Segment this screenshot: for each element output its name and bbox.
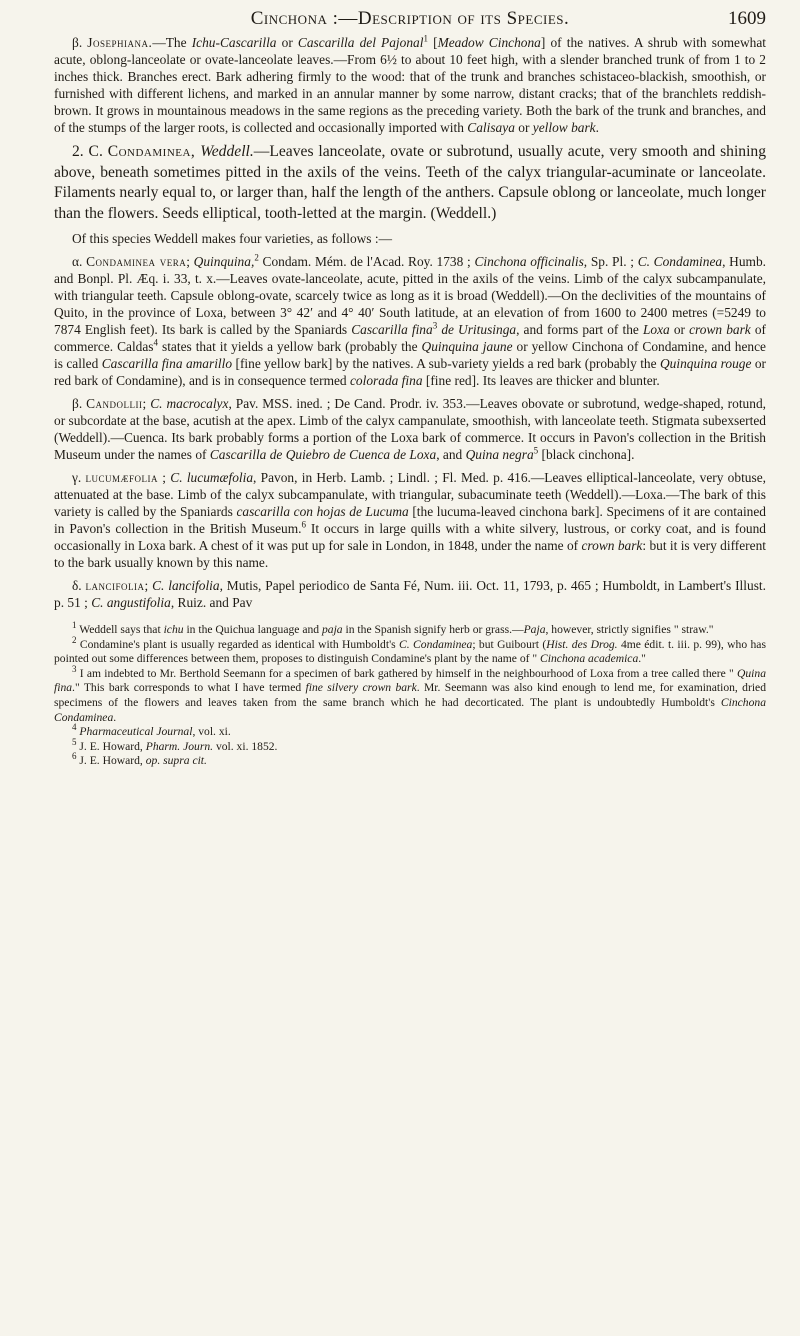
footnote-marker: 5 <box>72 736 77 747</box>
italic-text: Cinchona officinalis <box>474 254 584 269</box>
text-run: ] of the natives. A shrub with somewhat acute, oblong-lanceolate or ovate-lanceolate leaves.—From 6½ to about 10 feet high, with a slender branched trunk of from 1 to 2 inches thick. Branches erect. Bark adhering firmly to the wood: that of the trunk and branches schistaceo-blackish, smoothish, or furnished with different lichens, and marked in an annular manner by some narrow, distant cracks; that of the branchlets reddish-brown. It grows in mountainous meadows in the same regions as the preceding variety. Both the bark of the trunk and branches, and of the stumps of the larger roots, is collected and occasionally imported with <box>54 35 767 135</box>
italic-text: Quina negra <box>465 447 534 462</box>
italic-text: Pharmaceutical Journal <box>79 725 193 739</box>
text-run: , vol. xi. <box>192 725 231 739</box>
italic-text: cascarilla con hojas de Lucuma <box>236 504 409 519</box>
italic-text: fine silvery crown bark <box>305 681 417 695</box>
text-run: , Mutis, Papel periodico de Santa Fé, Num. iii. Oct. 11, 1793, p. 465 ; Humboldt, in Lambert's Illust. p. 51 ; <box>54 578 766 610</box>
text-run: lucumæfolia <box>85 470 159 485</box>
text-run: , however, strictly signifies " straw." <box>545 623 714 636</box>
paragraph <box>54 253 766 389</box>
italic-text: , <box>250 254 255 269</box>
text-run: ." This bark corresponds to what I have termed <box>72 681 306 695</box>
italic-text: Ichu-Cascarilla <box>191 35 277 50</box>
text-run: of commerce. Caldas <box>54 322 766 354</box>
text-run: [ <box>427 35 438 50</box>
text-run: Condamine's plant is usually regarded as identical with Humboldt's <box>76 637 400 651</box>
italic-text: op. supra cit. <box>145 754 207 768</box>
text-run: Candollii <box>86 396 143 411</box>
footnote-marker: 6 <box>301 519 306 530</box>
text-run: or <box>276 35 298 50</box>
main-text <box>54 34 766 611</box>
footnote <box>54 722 766 740</box>
footnote <box>54 620 766 638</box>
italic-text: ichu <box>163 623 184 636</box>
italic-text: Meadow Cinchona <box>437 35 541 50</box>
text-run: Condam. Mém. de l'Acad. Roy. 1738 ; <box>258 254 475 269</box>
italic-text: Cascarilla de Quiebro de Cuenca de Loxa <box>209 447 437 462</box>
text-run: lancifolia <box>85 578 145 593</box>
italic-text: colorada fina <box>349 373 423 388</box>
footnotes <box>54 620 766 769</box>
italic-text: crown bark <box>581 538 643 553</box>
italic-text: C. Condaminea <box>399 637 473 651</box>
italic-text: Pharm. Journ. <box>145 739 214 753</box>
footnote-marker: 5 <box>533 445 539 456</box>
paragraph <box>54 34 766 136</box>
footnote <box>54 751 766 769</box>
italic-text: paja <box>321 623 343 636</box>
text-run: γ. <box>72 470 86 485</box>
italic-text: Cascarilla fina amarillo <box>101 356 233 371</box>
paragraph <box>54 230 766 247</box>
footnote-marker: 4 <box>153 337 159 348</box>
text-run: , and forms part of the <box>516 322 643 337</box>
text-run: : but it is very different to the bark usually known by this name. <box>54 538 767 570</box>
italic-text: Quinquina rouge <box>659 356 752 371</box>
text-run: in the Spanish signify herb or grass.— <box>342 623 524 636</box>
text-run: ; <box>144 578 153 593</box>
italic-text: Loxa <box>642 322 670 337</box>
text-run: or <box>669 322 690 337</box>
page-number: 1609 <box>728 8 766 29</box>
text-run: [the lucuma-leaved cinchona bark]. Specimens of it are contained in Pavon's collection in the British Museum. <box>54 504 766 536</box>
italic-text: Cinchona Condaminea <box>54 695 766 724</box>
text-run: 2. C. <box>72 143 108 160</box>
italic-text: Paja <box>523 623 546 636</box>
text-run: α. <box>72 254 87 269</box>
text-run: [fine yellow bark] by the natives. A sub-variety yields a red bark (probably the <box>232 356 660 371</box>
text-run: Condaminea, <box>107 143 196 160</box>
text-run: Condaminea vera <box>86 254 187 269</box>
italic-text: C. Condaminea <box>637 254 723 269</box>
footnote-marker: 4 <box>72 722 77 733</box>
text-run: ; but Guibourt ( <box>472 637 547 651</box>
text-run: or red bark of Condamine), and is in consequence termed <box>54 356 767 388</box>
text-run: [black cinchona]. <box>538 447 635 462</box>
text-run: , Ruiz. and Pav <box>170 595 253 610</box>
text-run: . Mr. Seemann was also kind enough to lend me, for examination, dried specimens of the flowers and leaves taken from the same branch which he had decorticated. The plant is undoubtedly Humboldt's <box>54 681 766 709</box>
running-head <box>54 4 766 34</box>
text-run: β. <box>72 396 87 411</box>
italic-text: yellow bark <box>532 120 596 135</box>
italic-text: Quina fina <box>54 666 766 695</box>
text-run: J. E. Howard, <box>76 739 146 753</box>
running-title: Cinchona :—Description of its Species. <box>250 8 570 29</box>
italic-text: C. macrocalyx <box>150 396 229 411</box>
footnote-marker: 2 <box>254 252 259 263</box>
text-run: [fine red]. Its leaves are thicker and blunter. <box>422 373 660 388</box>
text-run: —The <box>152 35 192 50</box>
text-run: I am indebted to Mr. Berthold Seemann for a specimen of bark gathered by himself in the neighbourhood of Loxa from a tree called there " <box>76 666 738 680</box>
paragraph <box>54 577 766 611</box>
italic-text: crown bark <box>689 322 751 337</box>
italic-text: C. lucumæfolia <box>170 470 254 485</box>
italic-text: Calisaya <box>467 120 515 135</box>
italic-text: C. angustifolia <box>91 595 171 610</box>
footnote-marker: 6 <box>72 751 77 762</box>
italic-text: Cascarilla fina <box>351 322 433 337</box>
text-run: . <box>113 710 117 724</box>
text-run: ; <box>142 396 151 411</box>
italic-text: de Uritusinga <box>441 322 517 337</box>
footnote <box>54 736 766 755</box>
text-run: ; <box>186 254 194 269</box>
text-run: , and <box>436 447 466 462</box>
paragraph <box>54 142 766 224</box>
text-run: —Leaves lanceolate, ovate or subrotund, usually acute, very smooth and shining above, beneath sometimes pitted in the axils of the veins. Teeth of the calyx triangular-acuminate or lanceolate. Filaments nearly equal to, or larger than, half the length of the anthers. Capsule oblong or lanceolate, much longer than the flowers. Seeds elliptical, tooth-letted at the margin. (Weddell.) <box>54 143 767 222</box>
footnote <box>54 663 766 725</box>
paragraph <box>54 469 766 571</box>
footnote <box>54 634 766 667</box>
footnote-marker: 3 <box>72 663 77 674</box>
text-run: , Pavon, in Herb. Lamb. ; Lindl. ; Fl. Med. p. 416.—Leaves elliptical-lanceolate, very obtuse, attenuated at the base. Limb of the calyx subcampanulate, with triangular, subacuminate teeth (Weddell).—Loxa.—The bark of this variety is called by the Spaniards <box>54 470 766 519</box>
text-run: or <box>514 120 533 135</box>
footnote-marker: 3 <box>432 320 438 331</box>
text-run: Weddell says that <box>76 623 164 636</box>
italic-text: Hist. des Drog. <box>546 637 618 651</box>
text-run: or yellow Cinchona of Condamine, and hence is called <box>54 339 766 371</box>
italic-text: Cascarilla del Pajonal <box>297 35 424 50</box>
footnote-marker: 2 <box>72 634 77 645</box>
footnote-marker: 1 <box>423 33 428 44</box>
text-run: 4me édit. t. iii. p. 99), who has pointed out some differences between them, proposes to distinguish Condamine's plant by the name of " <box>54 637 766 666</box>
italic-text: C. lancifolia <box>152 578 220 593</box>
text-run: , Sp. Pl. ; <box>583 254 638 269</box>
text-run: J. E. Howard, <box>76 754 146 768</box>
text-run: ; <box>158 470 171 485</box>
text-run: , Pav. MSS. ined. ; De Cand. Prodr. iv. 353.—Leaves obovate or subrotund, wedge-shaped, rotund, or subcordate at the base, acutish at the apex. Limb of the calyx campanulate, smoothish, with lanceolate teeth. Stigmata subexserted (Weddell).—Cuenca. Its bark probably forms a portion of the Loxa bark of commerce. It occurs in Pavon's collection in the British Museum under the names of <box>54 396 766 462</box>
text-run: Josephiana. <box>87 35 153 50</box>
text-run: . <box>595 120 599 135</box>
text-run: β. <box>72 35 88 50</box>
italic-text: Weddell. <box>200 143 254 160</box>
italic-text: Quinquina jaune <box>421 339 513 354</box>
italic-text: Cinchona academica <box>540 652 639 666</box>
italic-text: Quinquina <box>193 254 251 269</box>
text-run: vol. xi. 1852. <box>213 739 278 753</box>
text-run: δ. <box>72 578 86 593</box>
text-run: It occurs in large quills with a white silvery, lustrous, or corky coat, and is found occasionally in Loxa bark. A chest of it was put up for sale in London, in 1848, under the name of <box>54 521 766 553</box>
paragraph <box>54 395 766 463</box>
text-run: , Humb. and Bonpl. Pl. Æq. i. 33, t. x.—Leaves ovate-lanceolate, acute, pitted in the axils of the veins. Limb of the calyx subcampanulate, with triangular teeth. Capsule oblong-ovate, scarcely twice as long as it is broad (Weddell).—On the declivities of the mountains of Quito, in the province of Loxa, between 3° 42′ and 4° 40′ South latitude, at an elevation of from 1600 to 2400 metres (=5249 to 7874 English feet). Its bark is called by the Spaniards <box>54 254 766 337</box>
text-run: ." <box>638 652 646 666</box>
footnote-marker: 1 <box>72 620 77 631</box>
text-run: states that it yields a yellow bark (probably the <box>158 339 422 354</box>
text-run: in the Quichua language and <box>183 623 322 636</box>
text-run: Of this species Weddell makes four varieties, as follows :— <box>72 231 392 246</box>
